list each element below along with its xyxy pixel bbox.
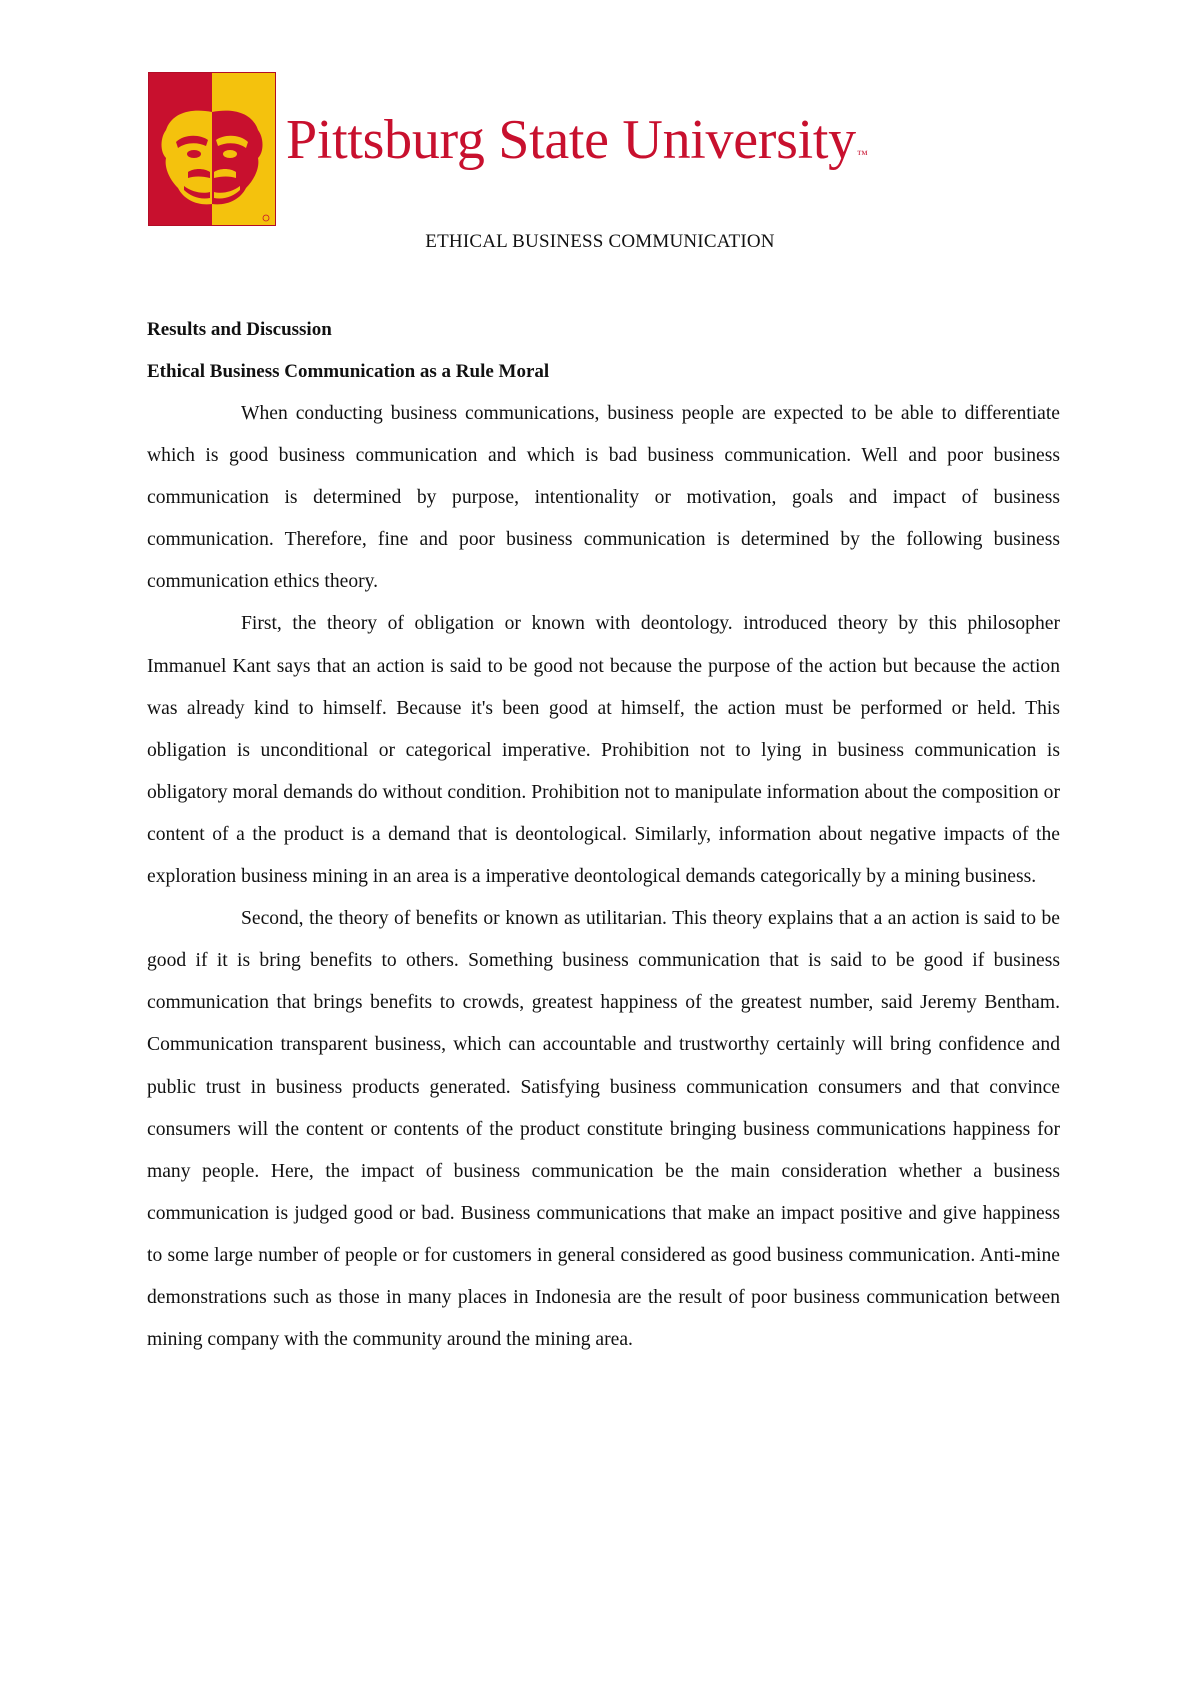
body-paragraph: When conducting business communications, business people are expected to be able to differentiate which is good business communication and which is bad business communication. Well and poor business communication is determined by purpose, intentionality or motivation, goals and impact of business communication. Therefore, fine and poor business communication is determined by the following business communication ethics theory. bbox=[147, 403, 1060, 593]
gorilla-mascot-icon bbox=[148, 72, 276, 226]
section-heading: Results and Discussion bbox=[147, 319, 332, 340]
body-paragraph: First, the theory of obligation or known with deontology. introduced theory by this philosopher Immanuel Kant says that an action is said to be good not because the purpose of the action but because the action was already kind to himself. Because it's been good at himself, the action must be performed or held. This obligation is unconditional or categorical imperative. Prohibition not to lying in business communication is obligatory moral demands do without condition. Prohibition not to manipulate information about the composition or content of a the product is a demand that is deontological. Similarly, information about negative impacts of the exploration business mining in an area is a imperative deontological demands categorically by a mining business. bbox=[147, 613, 1060, 888]
document-body bbox=[147, 309, 1060, 1361]
subsection-heading: Ethical Business Communication as a Rule Moral bbox=[147, 361, 550, 382]
university-name: Pittsburg State University bbox=[286, 109, 856, 171]
university-header bbox=[148, 72, 968, 226]
university-wordmark bbox=[286, 109, 868, 171]
body-paragraph: Second, the theory of benefits or known as utilitarian. This theory explains that a an action is said to be good if it is bring benefits to others. Something business communication that is said to be good if business communication that brings benefits to crowds, greatest happiness of the greatest number, said Jeremy Bentham. Communication transparent business, which can accountable and trustworthy certainly will bring confidence and public trust in business products generated. Satisfying business communication consumers and that convince consumers will the content or contents of the product constitute bringing business communications happiness for many people. Here, the impact of business communication be the main consideration whether a business communication is judged good or bad. Business communications that make an impact positive and give happiness to some large number of people or for customers in general considered as good business communication. Anti-mine demonstrations such as those in many places in Indonesia are the result of poor business communication between mining company with the community around the mining area. bbox=[147, 908, 1060, 1351]
document-title: ETHICAL BUSINESS COMMUNICATION bbox=[425, 231, 775, 252]
trademark-symbol: ™ bbox=[856, 149, 868, 161]
